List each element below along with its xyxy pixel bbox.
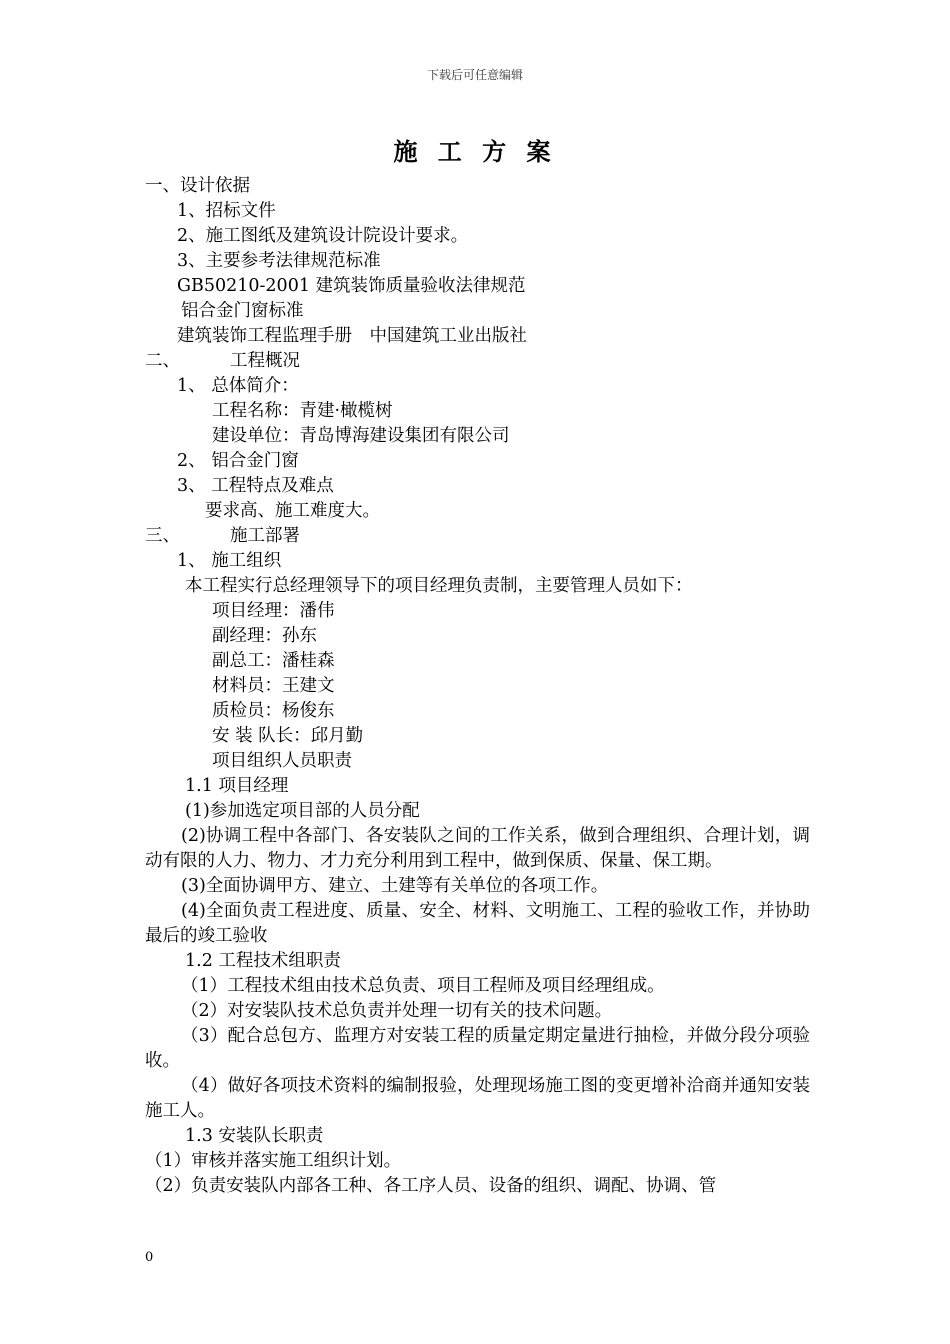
- section-title: 工程概况: [230, 351, 300, 371]
- section-3-heading: [145, 524, 810, 549]
- document-body: [145, 174, 810, 1199]
- staff-item: 项目经理：潘伟: [212, 601, 335, 621]
- paragraph: （2）负责安装队内部各工种、各工序人员、设备的组织、调配、协调、管: [145, 1176, 717, 1196]
- paragraph: (1)参加选定项目部的人员分配: [185, 801, 420, 821]
- section-number: 二、: [145, 351, 180, 371]
- list-item: 2、施工图纸及建筑设计院设计要求。: [177, 226, 469, 246]
- paragraph: （2）对安装队技术总负责并处理一切有关的技术问题。: [181, 1001, 613, 1021]
- section-1-heading: 一、设计依据: [145, 176, 250, 196]
- paragraph: （1）审核并落实施工组织计划。: [145, 1151, 402, 1171]
- staff-item: 副经理：孙东: [212, 626, 317, 646]
- subsection-heading: 1.3 安装队长职责: [185, 1126, 324, 1146]
- list-item: 1、 总体简介：: [177, 376, 299, 396]
- subsection-heading: 1.1 项目经理: [185, 776, 289, 796]
- list-item-text: 要求高、施工难度大。: [205, 501, 380, 521]
- staff-item: 材料员：王建文: [212, 676, 335, 696]
- staff-item: 项目组织人员职责: [212, 751, 352, 771]
- section-number: 三、: [145, 526, 180, 546]
- list-item: 2、 铝合金门窗: [177, 451, 299, 471]
- list-item: 1、 施工组织: [177, 551, 282, 571]
- staff-item: 安 装 队长：邱月勤: [212, 726, 364, 746]
- paragraph: （1）工程技术组由技术总负责、项目工程师及项目经理组成。: [181, 976, 665, 996]
- page-number: 0: [145, 1250, 154, 1265]
- document-title: 施 工 方 案: [393, 137, 557, 166]
- builder-unit: 建设单位：青岛博海建设集团有限公司: [212, 426, 510, 446]
- header-note: 下载后可任意编辑: [426, 68, 523, 82]
- project-name: 工程名称：青建·橄榄树: [212, 401, 393, 421]
- reference-item: 建筑装饰工程监理手册 中国建筑工业出版社: [177, 326, 527, 346]
- subsection-heading: 1.2 工程技术组职责: [185, 951, 341, 971]
- paragraph: (2)协调工程中各部门、各安装队之间的工作关系，做到合理组织、合理计划，调动有限的人力、物力、才力充分利用到工程中，做到保质、保量、保工期。: [145, 826, 810, 871]
- paragraph: (4)全面负责工程进度、质量、安全、材料、文明施工、工程的验收工作，并协助最后的竣工验收: [145, 901, 810, 946]
- reference-item: GB50210-2001 建筑装饰质量验收法律规范: [177, 276, 526, 296]
- paragraph: （3）配合总包方、监理方对安装工程的质量定期定量进行抽检，并做分段分项验收。: [145, 1026, 810, 1071]
- list-item: 3、 工程特点及难点: [177, 476, 334, 496]
- intro-text: 本工程实行总经理领导下的项目经理负责制，主要管理人员如下：: [185, 576, 693, 596]
- section-title: 施工部署: [230, 526, 300, 546]
- paragraph: （4）做好各项技术资料的编制报验，处理现场施工图的变更增补洽商并通知安装施工人。: [145, 1076, 810, 1121]
- list-item: 1、招标文件: [177, 201, 276, 221]
- staff-item: 副总工：潘桂森: [212, 651, 335, 671]
- list-item: 3、主要参考法律规范标准: [177, 251, 381, 271]
- paragraph: (3)全面协调甲方、建立、土建等有关单位的各项工作。: [181, 876, 609, 896]
- section-2-heading: [145, 349, 810, 374]
- staff-item: 质检员：杨俊东: [212, 701, 335, 721]
- reference-item: 铝合金门窗标准: [181, 301, 304, 321]
